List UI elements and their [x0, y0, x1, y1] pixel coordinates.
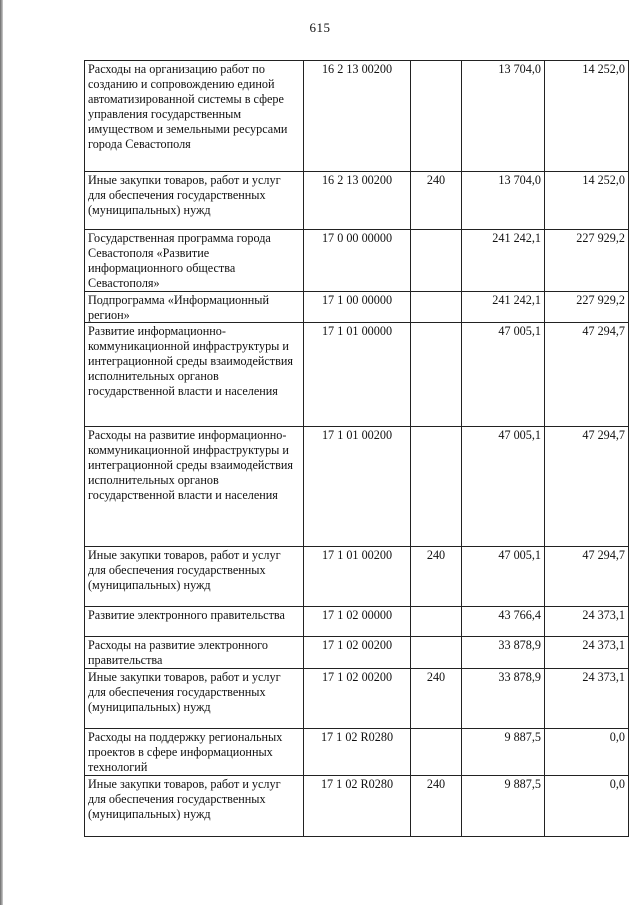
table-row [85, 729, 629, 776]
row-name-cell: Развитие информационно-коммуникационной инфраструктуры и интеграционной среды взаимодействия исполнительных органов государственной власти и населения [85, 323, 304, 427]
row-type-cell [411, 230, 462, 292]
row-type-cell: 240 [411, 547, 462, 607]
budget-table [84, 60, 629, 837]
row-value2-cell: 47 294,7 [545, 323, 629, 427]
row-value2-cell: 0,0 [545, 729, 629, 776]
row-value1-cell: 241 242,1 [462, 291, 545, 323]
row-name-cell: Иные закупки товаров, работ и услуг для обеспечения государственных (муниципальных) нужд [85, 775, 304, 836]
row-value2-cell: 47 294,7 [545, 547, 629, 607]
row-value1-cell: 47 005,1 [462, 323, 545, 427]
row-code-cell: 17 1 02 00000 [304, 607, 411, 637]
table-row [85, 607, 629, 637]
page-number: 615 [309, 20, 331, 35]
row-code-cell: 17 1 01 00000 [304, 323, 411, 427]
table-row [85, 172, 629, 230]
row-value1-cell: 13 704,0 [462, 61, 545, 172]
row-name-cell: Расходы на развитие информационно-коммуникационной инфраструктуры и интеграционной среды взаимодействия исполнительных органов государственной власти и населения [85, 427, 304, 547]
row-value1-cell: 47 005,1 [462, 547, 545, 607]
row-type-cell [411, 291, 462, 323]
table-row [85, 637, 629, 669]
row-code-cell: 17 1 01 00200 [304, 427, 411, 547]
row-value2-cell: 0,0 [545, 775, 629, 836]
row-value1-cell: 33 878,9 [462, 669, 545, 729]
row-value2-cell: 14 252,0 [545, 172, 629, 230]
table-row [85, 427, 629, 547]
row-code-cell: 17 1 01 00200 [304, 547, 411, 607]
row-type-cell: 240 [411, 775, 462, 836]
row-type-cell [411, 607, 462, 637]
row-value2-cell: 227 929,2 [545, 291, 629, 323]
row-name-cell: Подпрограмма «Информационный регион» [85, 291, 304, 323]
row-name-cell: Иные закупки товаров, работ и услуг для обеспечения государственных (муниципальных) нужд [85, 669, 304, 729]
row-code-cell: 16 2 13 00200 [304, 61, 411, 172]
row-value1-cell: 47 005,1 [462, 427, 545, 547]
row-value2-cell: 24 373,1 [545, 607, 629, 637]
row-name-cell: Иные закупки товаров, работ и услуг для обеспечения государственных (муниципальных) нужд [85, 547, 304, 607]
row-code-cell: 17 0 00 00000 [304, 230, 411, 292]
row-value1-cell: 13 704,0 [462, 172, 545, 230]
row-value1-cell: 9 887,5 [462, 729, 545, 776]
row-name-cell: Государственная программа города Севастополя «Развитие информационного общества Севастополя» [85, 230, 304, 292]
row-value1-cell: 43 766,4 [462, 607, 545, 637]
row-code-cell: 17 1 02 00200 [304, 637, 411, 669]
table-row [85, 323, 629, 427]
row-code-cell: 16 2 13 00200 [304, 172, 411, 230]
table-row [85, 547, 629, 607]
row-type-cell: 240 [411, 172, 462, 230]
row-code-cell: 17 1 02 00200 [304, 669, 411, 729]
row-name-cell: Развитие электронного правительства [85, 607, 304, 637]
row-value1-cell: 33 878,9 [462, 637, 545, 669]
row-type-cell [411, 729, 462, 776]
row-value2-cell: 227 929,2 [545, 230, 629, 292]
row-name-cell: Расходы на организацию работ по созданию и сопровождению единой автоматизированной системы в сфере управления государственным имуществом и земельными ресурсами города Севастополя [85, 61, 304, 172]
row-name-cell: Иные закупки товаров, работ и услуг для обеспечения государственных (муниципальных) нужд [85, 172, 304, 230]
row-code-cell: 17 1 02 R0280 [304, 775, 411, 836]
row-value2-cell: 47 294,7 [545, 427, 629, 547]
table-row [85, 61, 629, 172]
row-value2-cell: 24 373,1 [545, 669, 629, 729]
row-name-cell: Расходы на развитие электронного правительства [85, 637, 304, 669]
row-value1-cell: 9 887,5 [462, 775, 545, 836]
row-type-cell [411, 637, 462, 669]
table-row [85, 669, 629, 729]
row-value2-cell: 24 373,1 [545, 637, 629, 669]
table-row [85, 775, 629, 836]
row-type-cell: 240 [411, 669, 462, 729]
row-name-cell: Расходы на поддержку региональных проектов в сфере информационных технологий [85, 729, 304, 776]
row-type-cell [411, 323, 462, 427]
row-code-cell: 17 1 02 R0280 [304, 729, 411, 776]
table-row [85, 291, 629, 323]
row-value1-cell: 241 242,1 [462, 230, 545, 292]
table-row [85, 230, 629, 292]
row-type-cell [411, 61, 462, 172]
row-type-cell [411, 427, 462, 547]
row-value2-cell: 14 252,0 [545, 61, 629, 172]
row-code-cell: 17 1 00 00000 [304, 291, 411, 323]
scan-edge [0, 0, 3, 905]
